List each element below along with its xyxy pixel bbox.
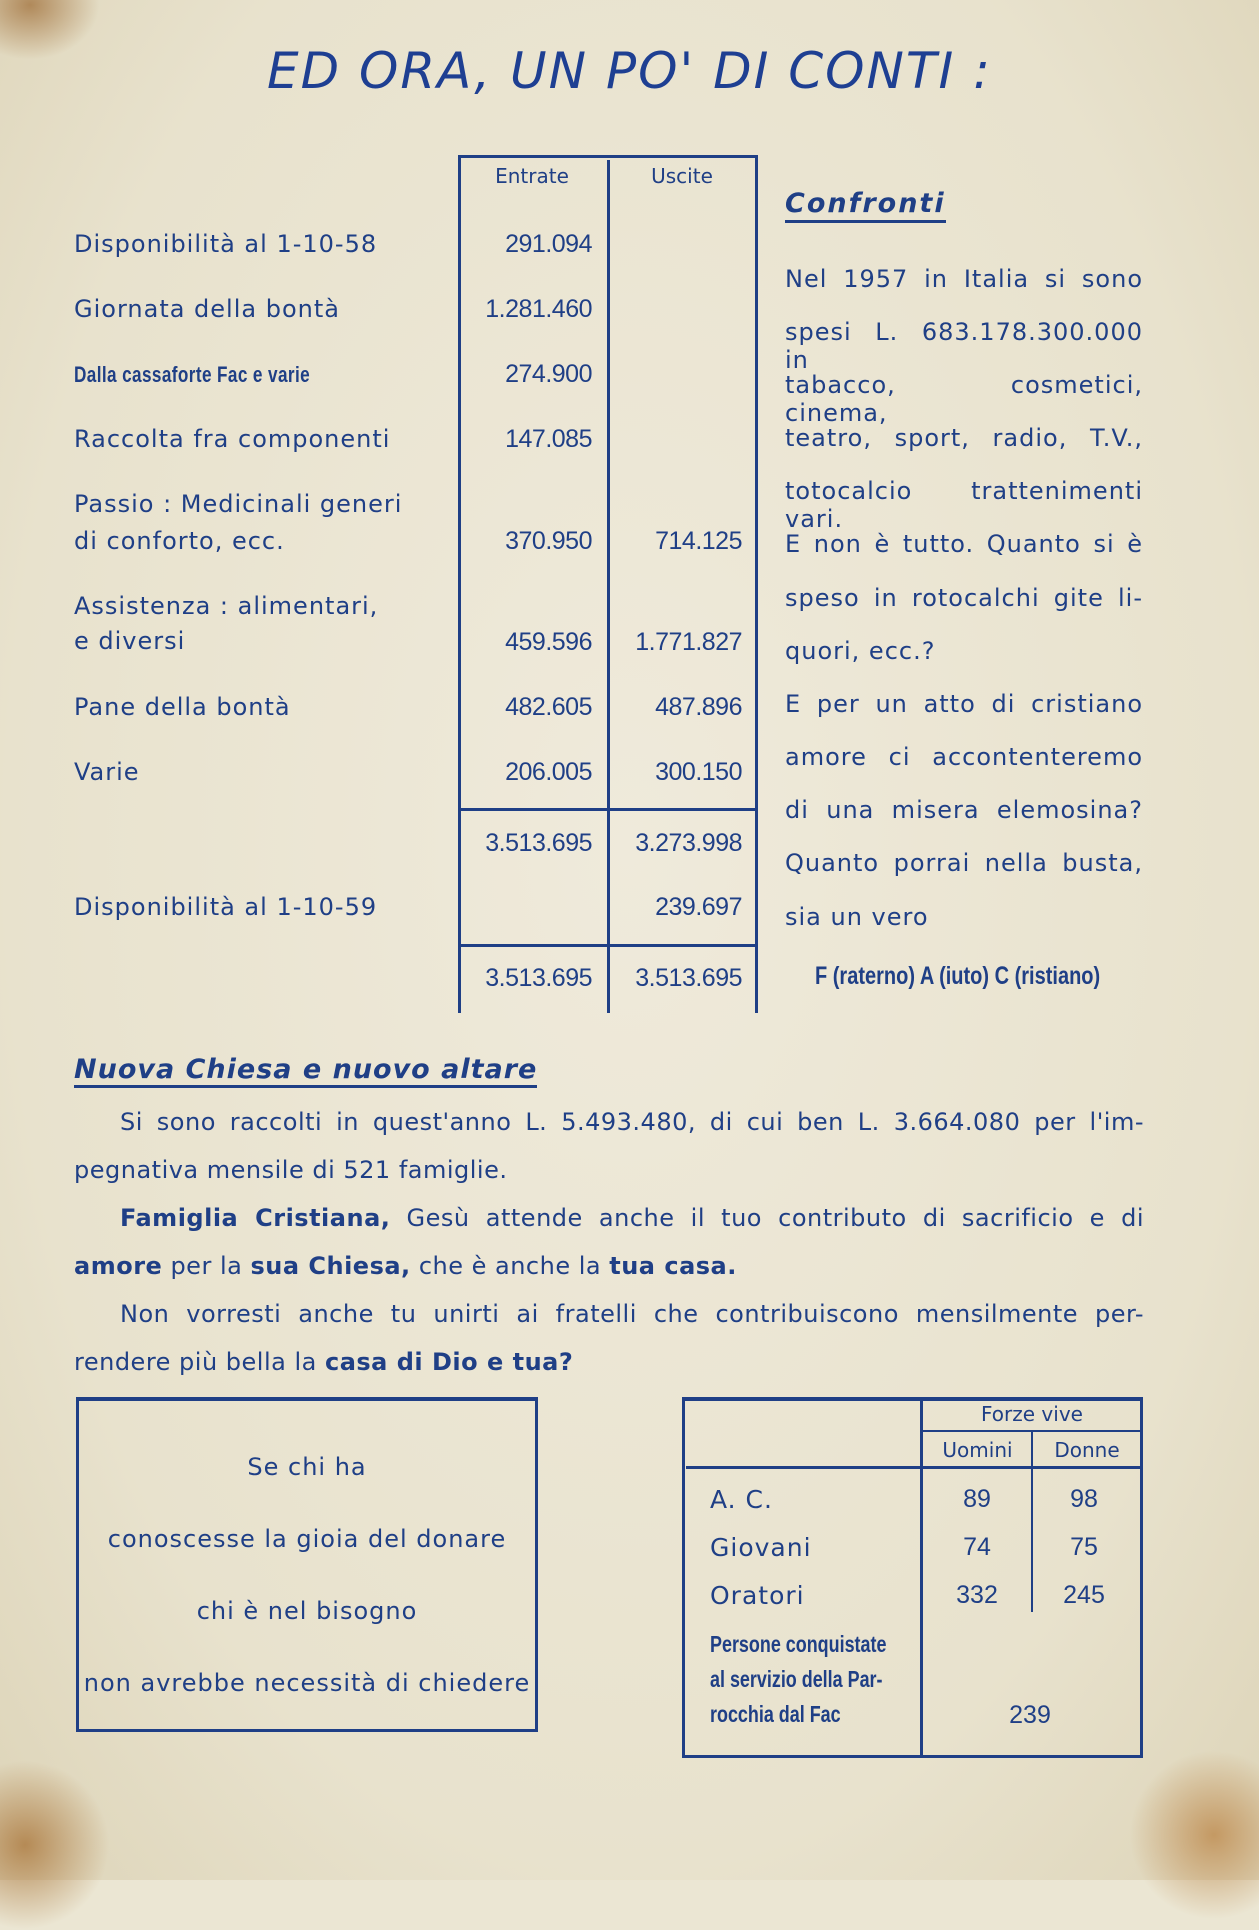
row-label: e diversi <box>74 627 186 655</box>
uscite-value: 714.125 <box>655 527 742 555</box>
confronti-line: teatro, sport, radio, T.V., <box>785 424 1143 452</box>
quote-box <box>76 1397 538 1732</box>
entrate-value: 370.950 <box>505 527 592 555</box>
entrate-value: 274.900 <box>505 360 592 388</box>
row-label: Assistenza : alimentari, <box>74 592 379 620</box>
column-header-entrate: Entrate <box>495 164 569 188</box>
confronti-line: Quanto porrai nella busta, <box>785 849 1143 877</box>
row-label: Varie <box>74 758 140 786</box>
persone-value: 239 <box>1009 1701 1051 1729</box>
table-bottom-rule <box>682 1755 1143 1758</box>
fac-motto: F (raterno) A (iuto) C (ristiano) <box>815 962 1101 990</box>
subtotal-entrate: 3.513.695 <box>485 829 592 857</box>
column-divider <box>607 160 610 1013</box>
table-left-border <box>682 1397 685 1758</box>
total-uscite: 3.513.695 <box>635 964 742 992</box>
table-top-rule <box>458 155 758 158</box>
confronti-line: E per un atto di cristiano <box>785 690 1143 718</box>
column-divider <box>920 1397 923 1758</box>
confronti-line: totocalcio trattenimenti vari. <box>785 477 1143 533</box>
paragraph-line <box>120 1204 1144 1232</box>
row-label: Giornata della bontà <box>74 295 340 323</box>
bold-text: tua casa. <box>609 1252 737 1280</box>
closing-label: Disponibilità al 1-10-59 <box>74 893 378 921</box>
subtotal-uscite: 3.273.998 <box>635 829 742 857</box>
entrate-value: 482.605 <box>505 693 592 721</box>
forze-header: Forze vive <box>981 1402 1083 1426</box>
paragraph-line: Non vorresti anche tu unirti ai fratelli che contribuiscono mensilmente per- <box>120 1300 1144 1328</box>
row-label: Giovani <box>710 1533 812 1562</box>
row-label: Passio : Medicinali generi <box>74 490 403 518</box>
paragraph-line: pegnativa mensile di 521 famiglie. <box>74 1156 508 1184</box>
persone-label: Persone conquistate <box>710 1631 887 1657</box>
row-label: Pane della bontà <box>74 693 291 721</box>
confronti-line: sia un vero <box>785 903 929 931</box>
header-bottom-rule <box>686 1466 1143 1469</box>
bold-text: Famiglia Cristiana, <box>120 1204 391 1232</box>
row-label: Raccolta fra componenti <box>74 425 391 453</box>
closing-uscite: 239.697 <box>655 893 742 921</box>
row-label: Oratori <box>710 1581 805 1610</box>
row-label: Dalla cassaforte Fac e varie <box>74 362 311 387</box>
column-header-donne: Donne <box>1054 1438 1120 1462</box>
text: rendere più bella la <box>74 1348 325 1376</box>
confronti-line: E non è tutto. Quanto si è <box>785 530 1143 558</box>
quote-line: non avrebbe necessità di chiedere <box>83 1669 531 1697</box>
bold-text: sua Chiesa, <box>250 1252 411 1280</box>
donne-value: 75 <box>1070 1533 1098 1561</box>
uscite-value: 1.771.827 <box>635 628 742 656</box>
confronti-line: spesi L. 683.178.300.000 in <box>785 318 1143 374</box>
persone-label: al servizio della Par- <box>710 1666 883 1692</box>
confronti-line: speso in rotocalchi gite li- <box>785 584 1143 612</box>
nuova-chiesa-title: Nuova Chiesa e nuovo altare <box>74 1054 537 1088</box>
uomini-value: 74 <box>963 1533 991 1561</box>
bold-text: amore <box>74 1252 163 1280</box>
donne-value: 245 <box>1063 1581 1105 1609</box>
entrate-value: 291.094 <box>505 230 592 258</box>
paragraph-line <box>74 1348 1144 1376</box>
paragraph-line: Si sono raccolti in quest'anno L. 5.493.480, di cui ben L. 3.664.080 per l'im- <box>120 1108 1144 1136</box>
row-label: di conforto, ecc. <box>74 527 285 555</box>
column-divider <box>1031 1432 1033 1612</box>
paper-stain <box>1129 1750 1259 1920</box>
subtotal-rule <box>458 808 758 811</box>
confronti-line: di una misera elemosina? <box>785 796 1143 824</box>
column-divider <box>458 155 461 1013</box>
persone-label: rocchia dal Fac <box>710 1701 841 1727</box>
quote-line: Se chi ha <box>247 1453 367 1481</box>
page-title: ED ORA, UN PO' DI CONTI : <box>267 42 992 100</box>
uomini-value: 89 <box>963 1485 991 1513</box>
uscite-value: 300.150 <box>655 758 742 786</box>
quote-line: conoscesse la gioia del donare <box>107 1525 507 1553</box>
column-divider <box>755 155 758 1013</box>
uscite-value: 487.896 <box>655 693 742 721</box>
table-top-rule <box>682 1397 1143 1401</box>
bold-text: casa di Dio e tua? <box>324 1348 574 1376</box>
confronti-line: amore ci accontenteremo <box>785 743 1143 771</box>
column-header-uomini: Uomini <box>942 1438 1013 1462</box>
entrate-value: 1.281.460 <box>485 295 592 323</box>
quote-line: chi è nel bisogno <box>196 1597 418 1625</box>
uomini-value: 332 <box>956 1581 998 1609</box>
confronti-line: quori, ecc.? <box>785 637 936 665</box>
donne-value: 98 <box>1070 1485 1098 1513</box>
entrate-value: 459.596 <box>505 628 592 656</box>
column-header-uscite: Uscite <box>651 164 713 188</box>
entrate-value: 206.005 <box>505 758 592 786</box>
text: Gesù attende anche il tuo contributo di sacrificio e di <box>390 1204 1144 1232</box>
table-right-border <box>1140 1397 1143 1758</box>
row-label: A. C. <box>710 1485 773 1514</box>
entrate-value: 147.085 <box>505 425 592 453</box>
total-rule <box>458 944 758 947</box>
confronti-line: tabacco, cosmetici, cinema, <box>785 371 1143 427</box>
confronti-title: Confronti <box>785 188 946 223</box>
total-entrate: 3.513.695 <box>485 964 592 992</box>
confronti-line: Nel 1957 in Italia si sono <box>785 265 1143 293</box>
row-label: Disponibilità al 1-10-58 <box>74 230 378 258</box>
paragraph-line <box>74 1252 1144 1280</box>
text: che è anche la <box>410 1252 610 1280</box>
paper-stain <box>0 1760 110 1930</box>
text: per la <box>162 1252 251 1280</box>
